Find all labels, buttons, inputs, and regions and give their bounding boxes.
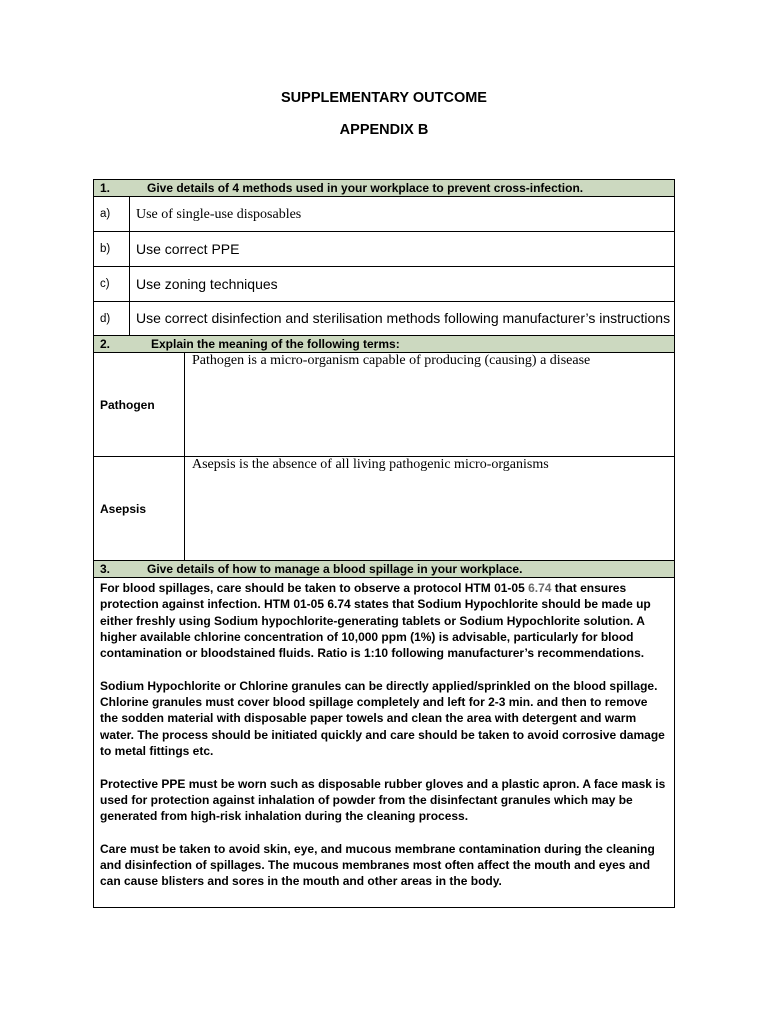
term-row-asepsis xyxy=(94,457,674,561)
method-label-c: c) xyxy=(94,267,130,301)
document-subtitle: APPENDIX B xyxy=(339,122,429,138)
question-2-text: Explain the meaning of the following terms: xyxy=(151,337,400,351)
htm-reference: 6.74 xyxy=(528,581,552,595)
method-row-a xyxy=(94,197,674,232)
answer-paragraph-1-start: For blood spillages, care should be taken to observe a protocol HTM 01-05 xyxy=(100,581,529,595)
term-definition-asepsis: Asepsis is the absence of all living pathogenic micro-organisms xyxy=(192,457,549,472)
blood-spillage-answer xyxy=(94,578,674,907)
answer-paragraph-4: Care must be taken to avoid skin, eye, and mucous membrane contamination during the cleaning and disinfection of spillages. The mucous membranes most often affect the mouth and eyes and can cause blisters and sores in the mouth and other areas in the body. xyxy=(100,841,655,889)
term-row-pathogen xyxy=(94,353,674,457)
method-row-c xyxy=(94,267,674,302)
method-answer-d: Use correct disinfection and sterilisation methods following manufacturer’s instructions xyxy=(136,310,671,326)
method-answer-b: Use correct PPE xyxy=(136,240,240,257)
method-label-d: d) xyxy=(94,302,130,335)
answer-paragraph-1 xyxy=(100,580,668,661)
method-row-b xyxy=(94,232,674,267)
question-2-number: 2. xyxy=(100,337,111,351)
answer-paragraph-2: Sodium Hypochlorite or Chlorine granules can be directly applied/sprinkled on the blood spillage. Chlorine granules must cover blood spillage completely and left for 2-3 min. and then to remove the sodden material with disposable paper towels and clean the area with detergent and warm water. The process should be initiated quickly and care should be taken to avoid corrosive damage to metal fittings etc. xyxy=(100,678,665,758)
term-label-asepsis: Asepsis xyxy=(94,457,185,560)
question-3-number: 3. xyxy=(100,562,111,576)
appendix-table xyxy=(93,179,675,908)
question-2-header xyxy=(94,336,674,353)
document-title: SUPPLEMENTARY OUTCOME xyxy=(281,90,487,106)
method-label-b: b) xyxy=(94,232,130,266)
question-3-text: Give details of how to manage a blood spillage in your workplace. xyxy=(147,562,523,576)
question-1-number: 1. xyxy=(100,181,111,195)
method-answer-c: Use zoning techniques xyxy=(136,275,278,292)
method-answer-a: Use of single-use disposables xyxy=(136,206,302,222)
term-definition-pathogen: Pathogen is a micro-organism capable of producing (causing) a disease xyxy=(192,353,591,368)
answer-paragraph-1-rest: that ensures protection against infection. HTM 01-05 6.74 states that Sodium Hypochlorite should be made up either freshly using Sodium hypochlorite-generating tablets or Sodium Hypochlorite solution. A higher available chlorine concentration of 10,000 ppm (1%) is advisable, particularly for blood contamination or bloodstained fluids. Ratio is 1:10 following manufacturer’s recommendations. xyxy=(100,581,651,661)
answer-paragraph-3: Protective PPE must be worn such as disposable rubber gloves and a plastic apron. A face mask is used for protection against inhalation of powder from the disinfectant granules which may be generated from high-risk inhalation during the cleaning process. xyxy=(100,776,666,824)
question-1-header xyxy=(94,180,674,197)
question-3-header xyxy=(94,561,674,578)
term-label-pathogen: Pathogen xyxy=(94,353,185,456)
method-row-d xyxy=(94,302,674,336)
question-1-text: Give details of 4 methods used in your workplace to prevent cross-infection. xyxy=(147,181,584,195)
method-label-a: a) xyxy=(94,197,130,231)
